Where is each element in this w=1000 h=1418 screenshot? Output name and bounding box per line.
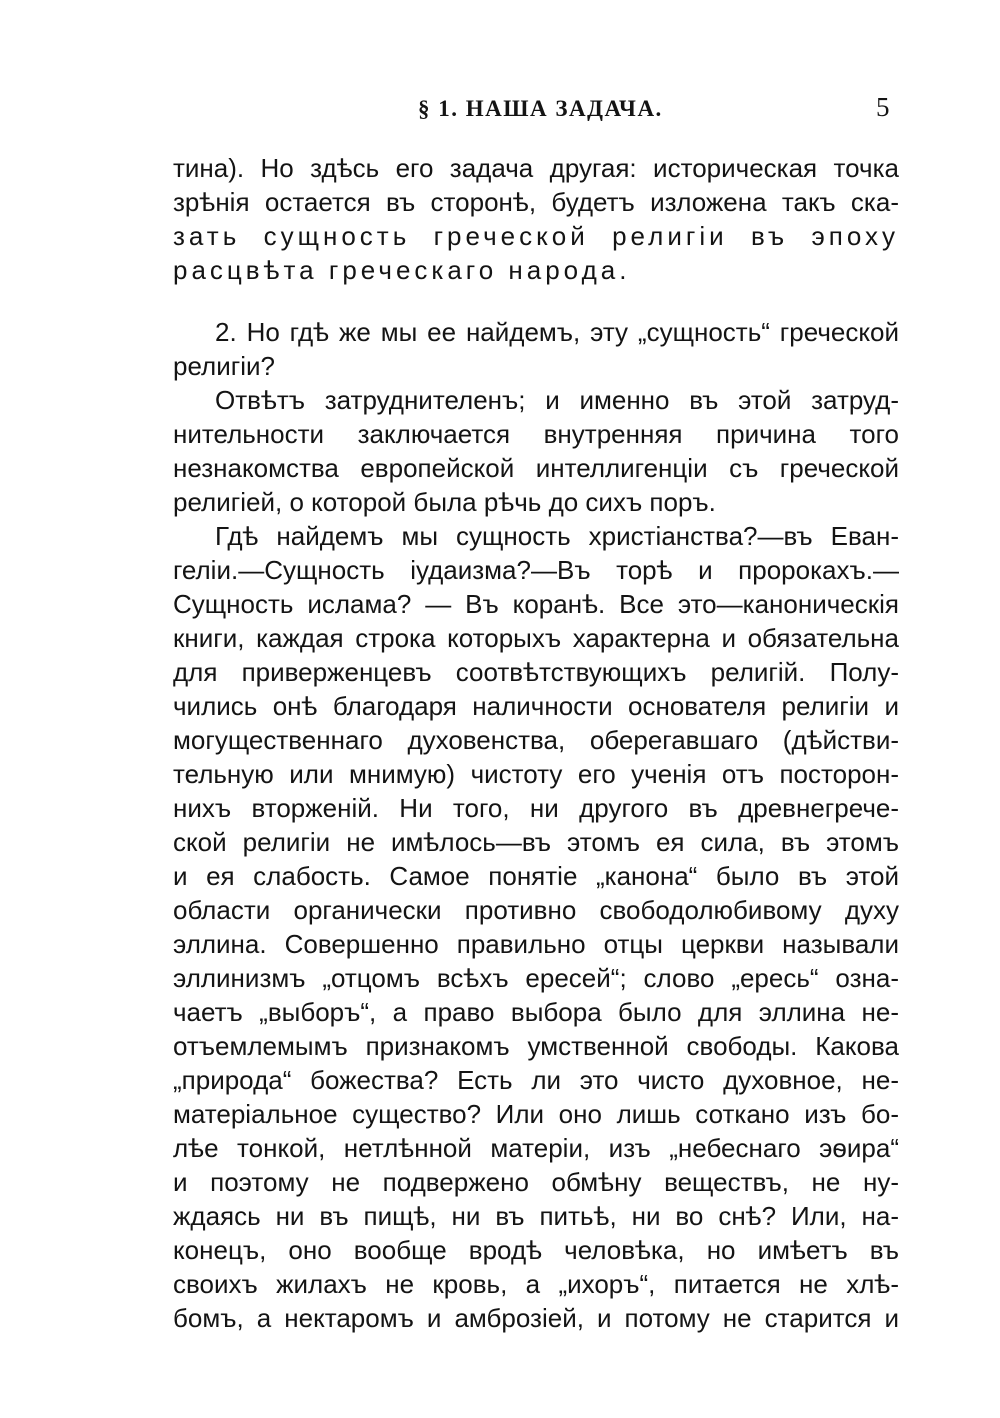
text-line: нихъ вторженій. Ни того, ни другого въ древнегрече-: [173, 793, 899, 823]
text-line: своихъ жилахъ не кровь, а „ихоръ“, питается не хлѣ-: [173, 1269, 899, 1299]
text-line: религіи?: [173, 351, 275, 381]
text-line: и ея слабость. Самое понятіе „канона“ было въ этой: [173, 861, 899, 891]
text-line: ской религіи не имѣлось—въ этомъ ея сила, въ этомъ: [173, 827, 899, 857]
text-line: расцвѣта греческаго народа.: [173, 255, 631, 285]
text-line: матеріальное существо? Или оно лишь соткано изъ бо-: [173, 1099, 899, 1129]
text-line: незнакомства европейской интеллигенціи съ греческой: [173, 453, 899, 483]
text-line: ждаясь ни въ пищѣ, ни въ питьѣ, ни во снѣ? Или, на-: [173, 1201, 899, 1231]
text-line: чаетъ „выборъ“, а право выбора было для эллина не-: [173, 997, 899, 1027]
text-line: и поэтому не подвержено обмѣну веществъ, не ну-: [173, 1167, 899, 1197]
text-line: Гдѣ найдемъ мы сущность христіанства?—въ Еван-: [215, 521, 899, 551]
text-line: эллина. Совершенно правильно отцы церкви называли: [173, 929, 899, 959]
text-line: чились онѣ благодаря наличности основателя религіи и: [173, 691, 899, 721]
text-line: тельную или мнимую) чистоту его ученія отъ посторон-: [173, 759, 899, 789]
text-line: конецъ, оно вообще вродѣ человѣка, но имѣетъ въ: [173, 1235, 899, 1265]
text-line: зрѣнія остается въ сторонѣ, будетъ изложена такъ ска-: [173, 187, 899, 217]
page-number: 5: [876, 92, 890, 122]
text-line: геліи.—Сущность іудаизма?—Въ торѣ и пророкахъ.—: [173, 555, 899, 585]
text-line: области органически противно свободолюбивому духу: [173, 895, 899, 925]
text-line: бомъ, а нектаромъ и амброзіей, и потому не старится и: [173, 1303, 899, 1333]
running-title: § 1. НАША ЗАДАЧА.: [418, 96, 663, 121]
text-line: Отвѣтъ затруднителенъ; и именно въ этой затруд-: [215, 385, 899, 415]
text-line: лѣе тонкой, нетлѣнной матеріи, изъ „небеснаго эѳира“: [173, 1133, 899, 1163]
text-line: Сущность ислама? — Въ коранѣ. Все это—каноническія: [173, 589, 899, 619]
text-line: тина). Но здѣсь его задача другая: историческая точка: [173, 153, 899, 183]
text-line: книги, каждая строка которыхъ характерна и обязательна: [173, 623, 899, 653]
text-line: зать сущность греческой религіи въ эпоху: [173, 221, 899, 251]
text-line: „природа“ божества? Есть ли это чисто духовное, не-: [173, 1065, 899, 1095]
text-line: нительности заключается внутренняя причина того: [173, 419, 899, 449]
text-line: религіей, о которой была рѣчь до сихъ поръ.: [173, 487, 716, 517]
text-line: могущественнаго духовенства, оберегавшаго (дѣйстви-: [173, 725, 899, 755]
text-line: отъемлемымъ признакомъ умственной свободы. Какова: [173, 1031, 899, 1061]
text-line: для приверженцевъ соотвѣтствующихъ религій. Полу-: [173, 657, 899, 687]
text-line: эллинизмъ „отцомъ всѣхъ ересей“; слово „ересь“ озна-: [173, 963, 899, 993]
text-line: 2. Но гдѣ же мы ее найдемъ, эту „сущность“ греческой: [215, 317, 899, 347]
